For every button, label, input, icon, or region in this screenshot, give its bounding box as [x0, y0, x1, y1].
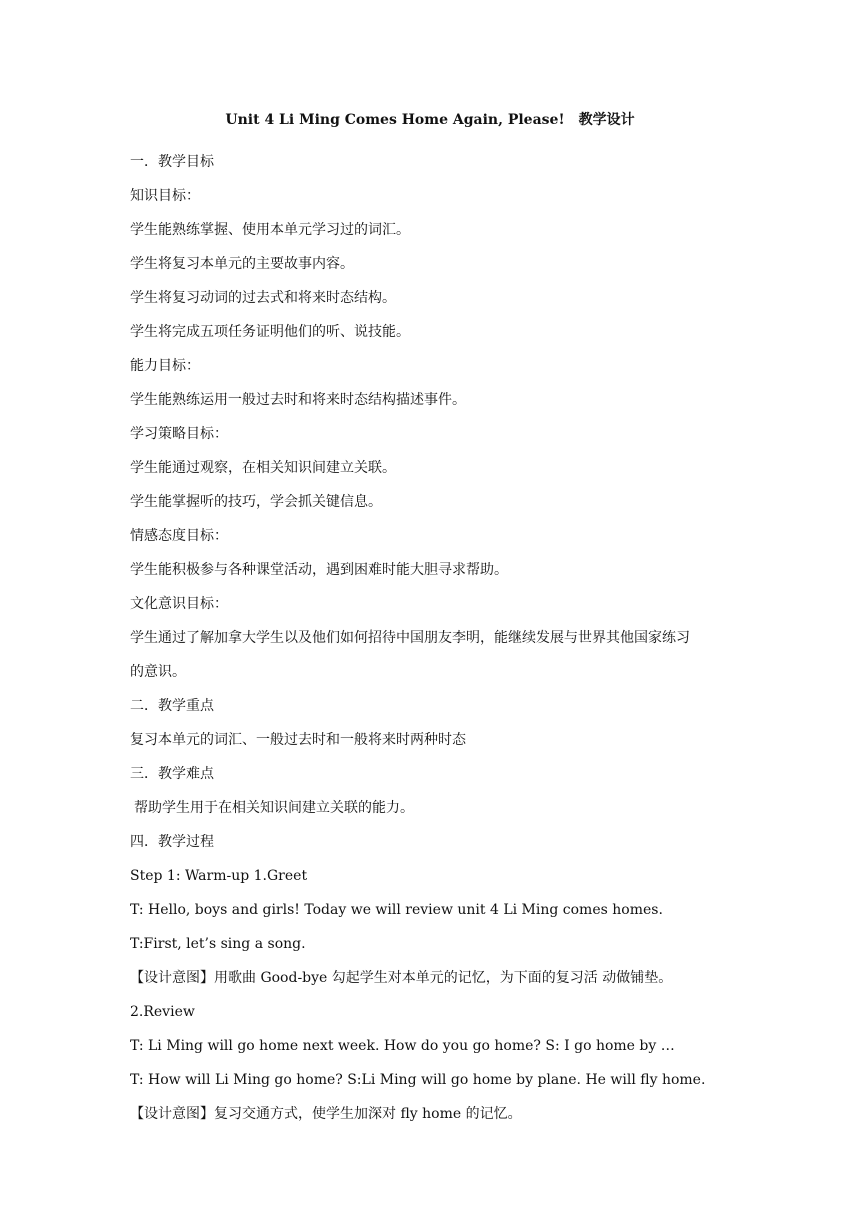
section-heading-objectives: 一．教学目标 [130, 154, 214, 170]
document-title: Unit 4 Li Ming Comes Home Again, Please! 教学设计 [225, 112, 635, 128]
step-heading: Step 1: Warm-up 1.Greet [130, 868, 308, 884]
subheading-culture-goals: 文化意识目标： [130, 596, 228, 612]
dialogue-line: T:First, let’s sing a song. [130, 936, 306, 952]
paragraph-line: 的意识。 [130, 664, 186, 680]
paragraph-line: 帮助学生用于在相关知识间建立关联的能力。 [134, 800, 414, 816]
section-heading-process: 四．教学过程 [130, 834, 214, 850]
design-intent-note: 【设计意图】复习交通方式，使学生加深对 fly home 的记忆。 [130, 1106, 522, 1122]
paragraph-line: 学生将复习动词的过去式和将来时态结构。 [130, 290, 396, 306]
step-subheading: 2.Review [130, 1004, 195, 1020]
dialogue-line: T: Hello, boys and girls! Today we will review unit 4 Li Ming comes homes. [130, 902, 663, 918]
paragraph-line: 学生通过了解加拿大学生以及他们如何招待中国朋友李明，能继续发展与世界其他国家练习 [130, 630, 690, 646]
paragraph-line: 复习本单元的词汇、一般过去时和一般将来时两种时态 [130, 732, 466, 748]
paragraph-line: 学生将复习本单元的主要故事内容。 [130, 256, 354, 272]
subheading-strategy-goals: 学习策略目标： [130, 426, 228, 442]
paragraph-line: 学生能熟练掌握、使用本单元学习过的词汇。 [130, 222, 410, 238]
section-heading-difficulties: 三．教学难点 [130, 766, 214, 782]
paragraph-line: 学生能掌握听的技巧，学会抓关键信息。 [130, 494, 382, 510]
design-intent-note: 【设计意图】用歌曲 Good-bye 勾起学生对本单元的记忆，为下面的复习活 动做铺垫。 [130, 970, 673, 986]
section-heading-key-points: 二．教学重点 [130, 698, 214, 714]
dialogue-line: T: How will Li Ming go home? S:Li Ming will go home by plane. He will fly home. [130, 1072, 706, 1088]
paragraph-line: 学生能积极参与各种课堂活动，遇到困难时能大胆寻求帮助。 [130, 562, 508, 578]
paragraph-line: 学生将完成五项任务证明他们的听、说技能。 [130, 324, 410, 340]
paragraph-line: 学生能熟练运用一般过去时和将来时态结构描述事件。 [130, 392, 466, 408]
paragraph-line: 学生能通过观察，在相关知识间建立关联。 [130, 460, 396, 476]
document-body [130, 145, 770, 1131]
subheading-ability-goals: 能力目标： [130, 358, 200, 374]
subheading-attitude-goals: 情感态度目标： [130, 528, 228, 544]
dialogue-line: T: Li Ming will go home next week. How do you go home? S: I go home by … [130, 1038, 675, 1054]
subheading-knowledge-goals: 知识目标： [130, 188, 200, 204]
